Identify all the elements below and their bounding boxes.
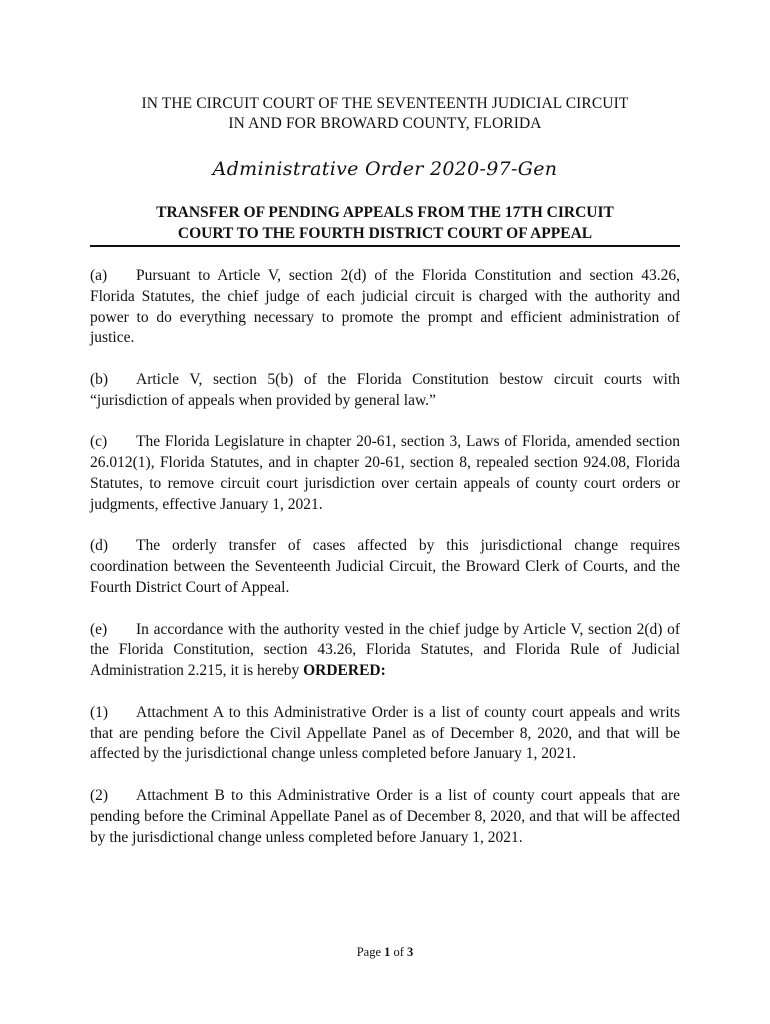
paragraph-label: (1): [90, 703, 109, 721]
paragraph-text: Attachment B to this Administrative Order is a list of county court appeals that are pending before the Criminal Appellate Panel as of December 8, 2020, and that will be affected by the jurisdictional change unless completed before January 1, 2021.: [90, 786, 680, 846]
paragraph-label: (c): [90, 433, 108, 451]
order-title: Administrative Order 2020-97-Gen: [212, 158, 558, 180]
paragraph-text: In accordance with the authority vested in the chief judge by Article V, section 2(d) of the Florida Constitution, section 43.26, Florida Statutes, and Florida Rule of Judicial Administration 2.215, it is hereby: [90, 620, 680, 680]
paragraph-label: (a): [90, 267, 108, 284]
court-caption-line-1: IN THE CIRCUIT COURT OF THE SEVENTEENTH JUDICIAL CIRCUIT: [141, 95, 629, 112]
paragraph-d: [90, 536, 680, 598]
page-total: 3: [407, 945, 414, 959]
paragraph-label: (2): [90, 786, 109, 804]
paragraph-text: Attachment A to this Administrative Order is a list of county court appeals and writs that are pending before the Civil Appellate Panel as of December 8, 2020, and that will be affected by the jurisdictional change unless completed before January 1, 2021.: [90, 703, 680, 763]
paragraph-label: (d): [90, 537, 109, 555]
paragraph-a: [90, 266, 680, 349]
order-body: [90, 266, 680, 869]
paragraph-c: [90, 432, 680, 515]
page-current: 1: [384, 945, 391, 959]
ordered-emphasis: ORDERED:: [303, 662, 386, 680]
order-subject-line-2: COURT TO THE FOURTH DISTRICT COURT OF APPEAL: [177, 225, 593, 242]
paragraph-2: [90, 786, 680, 848]
court-caption-line-2: IN AND FOR BROWARD COUNTY, FLORIDA: [228, 115, 542, 132]
paragraph-text: The orderly transfer of cases affected by this jurisdictional change requires coordination between the Seventeenth Judicial Circuit, the Broward Clerk of Courts, and the Fourth District Court of Appeal.: [90, 537, 680, 596]
paragraph-text: The Florida Legislature in chapter 20-61, section 3, Laws of Florida, amended section 26.012(1), Florida Statutes, and in chapter 20-61, section 8, repealed section 924.08, Florida Statutes, to remove circuit court jurisdiction over certain appeals of county court orders or judgments, effective January 1, 2021.: [90, 433, 680, 513]
page-word: Page: [356, 945, 381, 959]
paragraph-b: [90, 370, 680, 412]
order-subject-line-1: TRANSFER OF PENDING APPEALS FROM THE 17TH CIRCUIT: [156, 204, 614, 221]
paragraph-e: [90, 620, 680, 682]
paragraph-text: Article V, section 5(b) of the Florida Constitution bestow circuit courts with “jurisdiction of appeals when provided by general law.”: [90, 370, 680, 409]
paragraph-text: Pursuant to Article V, section 2(d) of the Florida Constitution and section 43.26, Florida Statutes, the chief judge of each judicial circuit is charged with the authority and power to do everything necessary to promote the prompt and efficient administration of justice.: [90, 267, 680, 347]
paragraph-label: (e): [90, 620, 108, 638]
page-of: of: [393, 945, 404, 959]
court-caption: [60, 94, 710, 134]
paragraph-label: (b): [90, 370, 109, 388]
page-footer: [0, 944, 770, 960]
order-subject: [90, 202, 680, 247]
paragraph-1: [90, 703, 680, 765]
